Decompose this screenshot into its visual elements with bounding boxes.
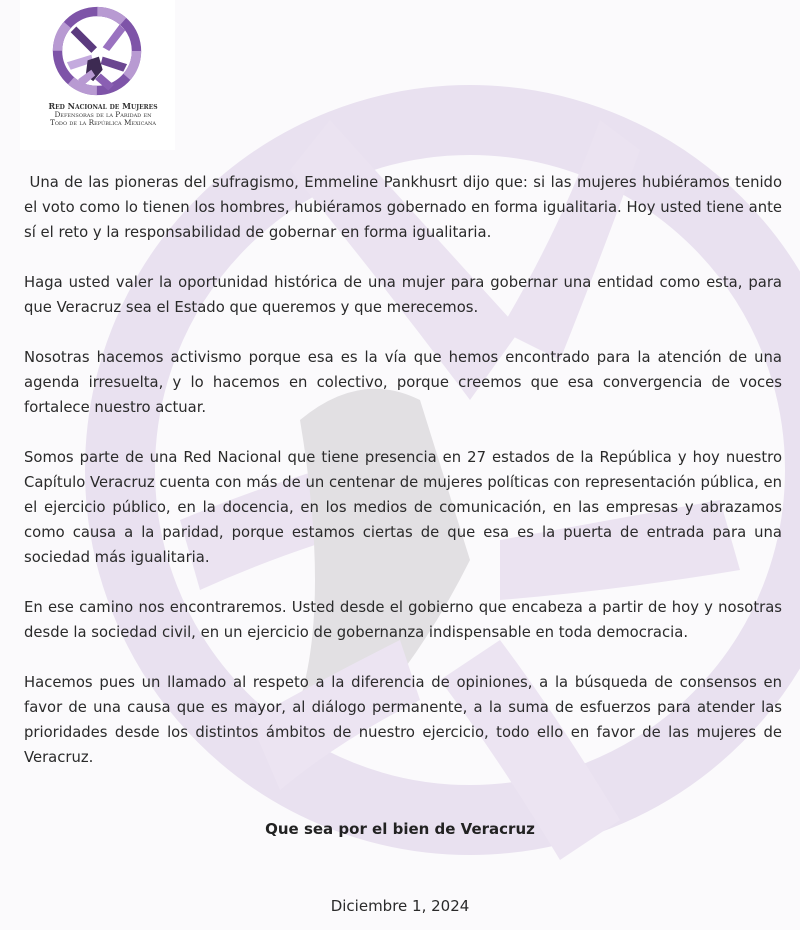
organization-name	[28, 102, 178, 128]
letter-body	[24, 170, 787, 795]
paragraph-3: Nosotras hacemos activismo porque esa es la vía que hemos encontrado para la atención de una agenda irresuelta, y lo hacemos en colectivo, porque creemos que esa convergencia de voces fortalece nuestro actuar.	[24, 349, 782, 416]
logo	[20, 0, 175, 150]
paragraph-4: Somos parte de una Red Nacional que tiene presencia en 27 estados de la República y hoy nuestro Capítulo Veracruz cuenta con más de un centenar de mujeres políticas con representación pública, en el ejercicio público, en la docencia, en los medios de comunicación, en las empresas y abrazamos como causa a la paridad, porque estamos ciertas de que esa es la puerta de entrada para una sociedad más igualitaria.	[24, 449, 782, 566]
circle-of-hands-logo-icon	[50, 4, 144, 98]
logo-line-1: Red Nacional de Mujeres	[48, 101, 158, 111]
paragraph-5: En ese camino nos encontraremos. Usted desde el gobierno que encabeza a partir de hoy y nosotras desde la sociedad civil, en un ejercicio de gobernanza indispensable en toda democracia.	[24, 599, 782, 641]
date: Diciembre 1, 2024	[330, 897, 470, 915]
logo-line-2: Defensoras de la Paridad en	[54, 109, 152, 119]
logo-line-3: Todo de la República Mexicana	[49, 118, 157, 127]
paragraph-2: Haga usted valer la oportunidad histórica de una mujer para gobernar una entidad como esta, para que Veracruz sea el Estado que queremos y que merecemos.	[24, 274, 782, 316]
closing-line: Que sea por el bien de Veracruz	[265, 820, 535, 838]
paragraph-1: Una de las pioneras del sufragismo, Emmeline Pankhusrt dijo que: si las mujeres hubiéramos tenido el voto como lo tienen los hombres, hubiéramos gobernado en forma igualitaria. Hoy usted tiene ante sí el reto y la responsabilidad de gobernar en forma igualitaria.	[24, 174, 787, 241]
paragraph-6: Hacemos pues un llamado al respeto a la diferencia de opiniones, a la búsqueda de consensos en favor de una causa que es mayor, al diálogo permanente, a la suma de esfuerzos para atender las prioridades desde los distintos ámbitos de nuestro ejercicio, todo ello en favor de las mujeres de Veracruz.	[24, 674, 782, 766]
